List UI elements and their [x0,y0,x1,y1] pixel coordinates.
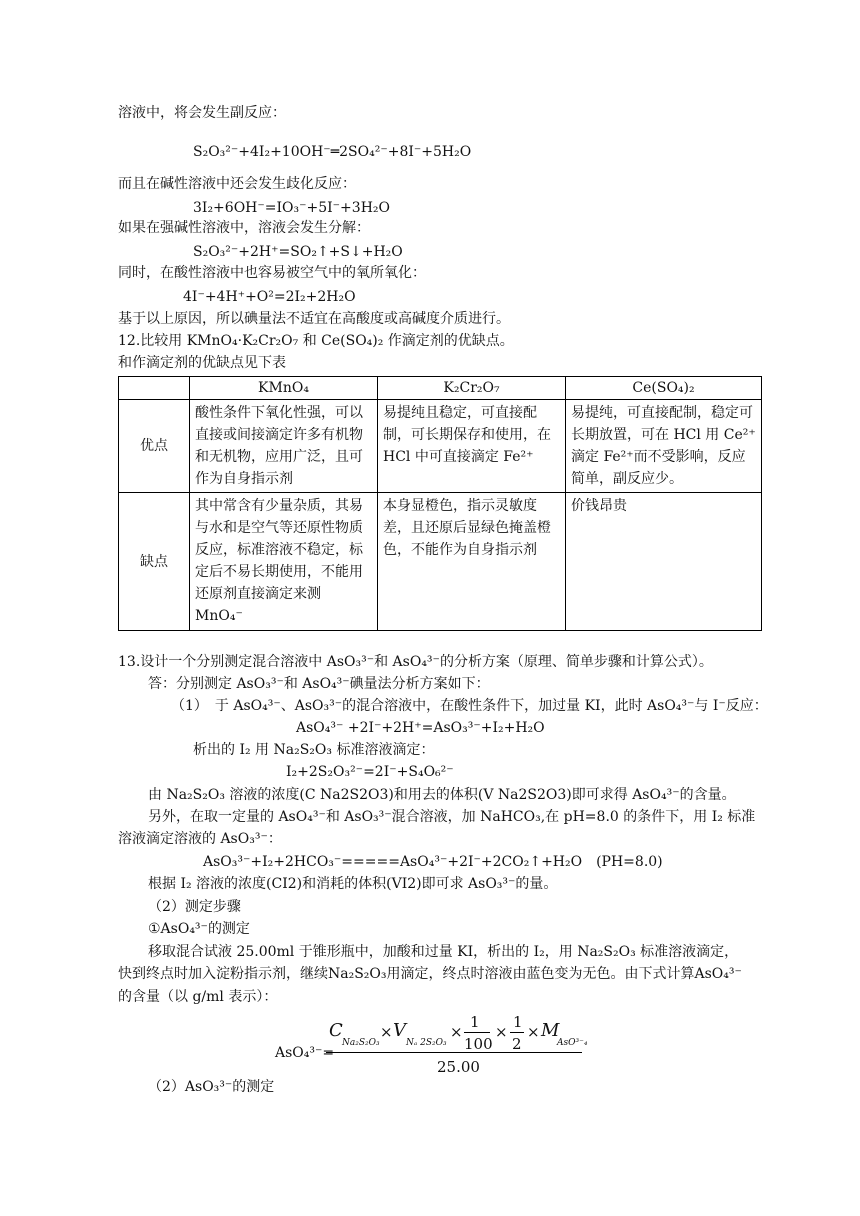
formula-m: M [541,1020,560,1041]
step-heading: （2）测定步骤 [148,899,241,915]
table-cell: 价钱昂贵 [566,493,762,631]
row-label: 缺点 [119,493,190,631]
fraction-bar [510,1032,524,1033]
table-row [119,493,762,631]
formula-times: × [380,1023,393,1041]
fraction-denominator: 2 [512,1035,522,1053]
table-row [119,400,762,493]
question-12: 12.比较用 KMnO₄·K₂Cr₂O₇ 和 Ce(SO₄)₂ 作滴定剂的优缺点。 [118,333,514,349]
formula-m-sub: AsO³⁻₄ [557,1038,588,1048]
equation-line: AsO₄³⁻ +2I⁻+2H⁺=AsO₃³⁻+I₂+H₂O [296,720,545,736]
formula-denominator: 25.00 [437,1058,480,1076]
table-cell: 易提纯，可直接配制，稳定可长期放置，可在 HCl 用 Ce²⁺滴定 Fe²⁺而不受影响，反应简单，副反应少。 [566,400,762,493]
text-line: 另外，在取一定量的 AsO₄³⁻和 AsO₃³⁻混合溶液，加 NaHCO₃,在 pH=8.0 的条件下，用 I₂ 标准 [148,809,756,825]
table-header-cell: K₂Cr₂O₇ [378,377,566,400]
formula-times: × [450,1023,463,1041]
text-line: 的含量（以 g/ml 表示）： [118,989,278,1005]
fraction-denominator: 100 [464,1035,493,1053]
text-line: 溶液滴定溶液的 AsO₃³⁻： [118,831,282,847]
formula-v-sub: Nₐ 2S₂O₃ [406,1038,447,1048]
text-line: 基于以上原因，所以碘量法不适宜在高酸度或高碱度介质进行。 [118,311,510,327]
table-cell: 其中常含有少量杂质，其易与水和是空气等还原性物质反应，标准溶液不稳定，标定后不易长期使用，不能用还原剂直接滴定来测 MnO₄⁻ [190,493,378,631]
equation-line: AsO₃³⁻+I₂+2HCO₃⁻=====AsO₄³⁻+2I⁻+2CO₂↑+H₂O (PH=8.0) [203,854,663,870]
formula-c: C [329,1020,343,1041]
table-cell: 本身显橙色，指示灵敏度差，且还原后显绿色掩盖橙色，不能作为自身指示剂 [378,493,566,631]
formula-times: × [527,1023,540,1041]
text-line: 溶液中，将会发生副反应： [118,105,286,121]
table-header-cell: Ce(SO₄)₂ [566,377,762,400]
table-header-cell [119,377,190,400]
table-header-cell: KMnO₄ [190,377,378,400]
fraction-numerator: 1 [470,1013,480,1031]
formula-times: × [495,1023,508,1041]
fraction-bar [464,1032,490,1033]
text-line: 移取混合试液 25.00ml 于锥形瓶中，加酸和过量 KI，析出的 I₂，用 Na₂S₂O₃ 标准溶液滴定， [148,944,739,960]
text-line: （1） 于 AsO₄³⁻、AsO₃³⁻的混合溶液中，在酸性条件下，加过量 KI，此时 AsO₄³⁻与 I⁻反应： [171,698,768,714]
equation-line: S₂O₃²⁻+4I₂+10OH⁻═2SO₄²⁻+8I⁻+5H₂O [193,144,472,160]
comparison-table [118,376,762,631]
equation-line: 3I₂+6OH⁻=IO₃⁻+5I⁻+3H₂O [193,200,390,216]
text-line: 同时，在酸性溶液中也容易被空气中的氧所氧化： [118,265,426,281]
step-heading: ①AsO₄³⁻的测定 [148,921,250,937]
equation-line: S₂O₃²⁻+2H⁺=SO₂↑+S↓+H₂O [193,244,403,260]
formula-v: V [393,1020,406,1041]
equation-line: I₂+2S₂O₃²⁻=2I⁻+S₄O₆²⁻ [286,764,454,780]
step-heading: （2）AsO₃³⁻的测定 [148,1079,275,1095]
text-line: 答：分别测定 AsO₃³⁻和 AsO₄³⁻碘量法分析方案如下： [148,676,490,692]
main-fraction-bar [326,1052,582,1053]
table-cell: 酸性条件下氧化性强，可以直接或间接滴定许多有机物和无机物，应用广泛，且可作为自身指示剂 [190,400,378,493]
equation-line: 4I⁻+4H⁺+O²=2I₂+2H₂O [183,289,356,305]
text-line: 根据 I₂ 溶液的浓度(CI2)和消耗的体积(VI2)即可求 AsO₃³⁻的量。 [148,876,558,892]
text-line: 和作滴定剂的优缺点见下表 [118,355,286,371]
text-line: 由 Na₂S₂O₃ 溶液的浓度(C Na2S2O3)和用去的体积(V Na2S2O3)即可求得 AsO₄³⁻的含量。 [148,787,736,803]
text-line: 如果在强碱性溶液中，溶液会发生分解： [118,220,370,236]
fraction-numerator: 1 [513,1013,523,1031]
table-header-row [119,377,762,400]
row-label: 优点 [119,400,190,493]
text-line: 而且在碱性溶液中还会发生歧化反应： [118,176,356,192]
formula-lhs: AsO₄³⁻= [275,1045,335,1061]
text-line: 快到终点时加入淀粉指示剂，继续Na₂S₂O₃用滴定，终点时溶液由蓝色变为无色。由下式计算AsO₄³⁻ [118,966,742,982]
table-cell: 易提纯且稳定，可直接配制，可长期保存和使用，在 HCl 中可直接滴定 Fe²⁺ [378,400,566,493]
formula-c-sub: Na₂S₂O₃ [342,1038,380,1048]
text-line: 析出的 I₂ 用 Na₂S₂O₃ 标准溶液滴定： [193,742,435,758]
question-13: 13.设计一个分别测定混合溶液中 AsO₃³⁻和 AsO₄³⁻的分析方案（原理、简单步骤和计算公式）。 [118,654,713,670]
